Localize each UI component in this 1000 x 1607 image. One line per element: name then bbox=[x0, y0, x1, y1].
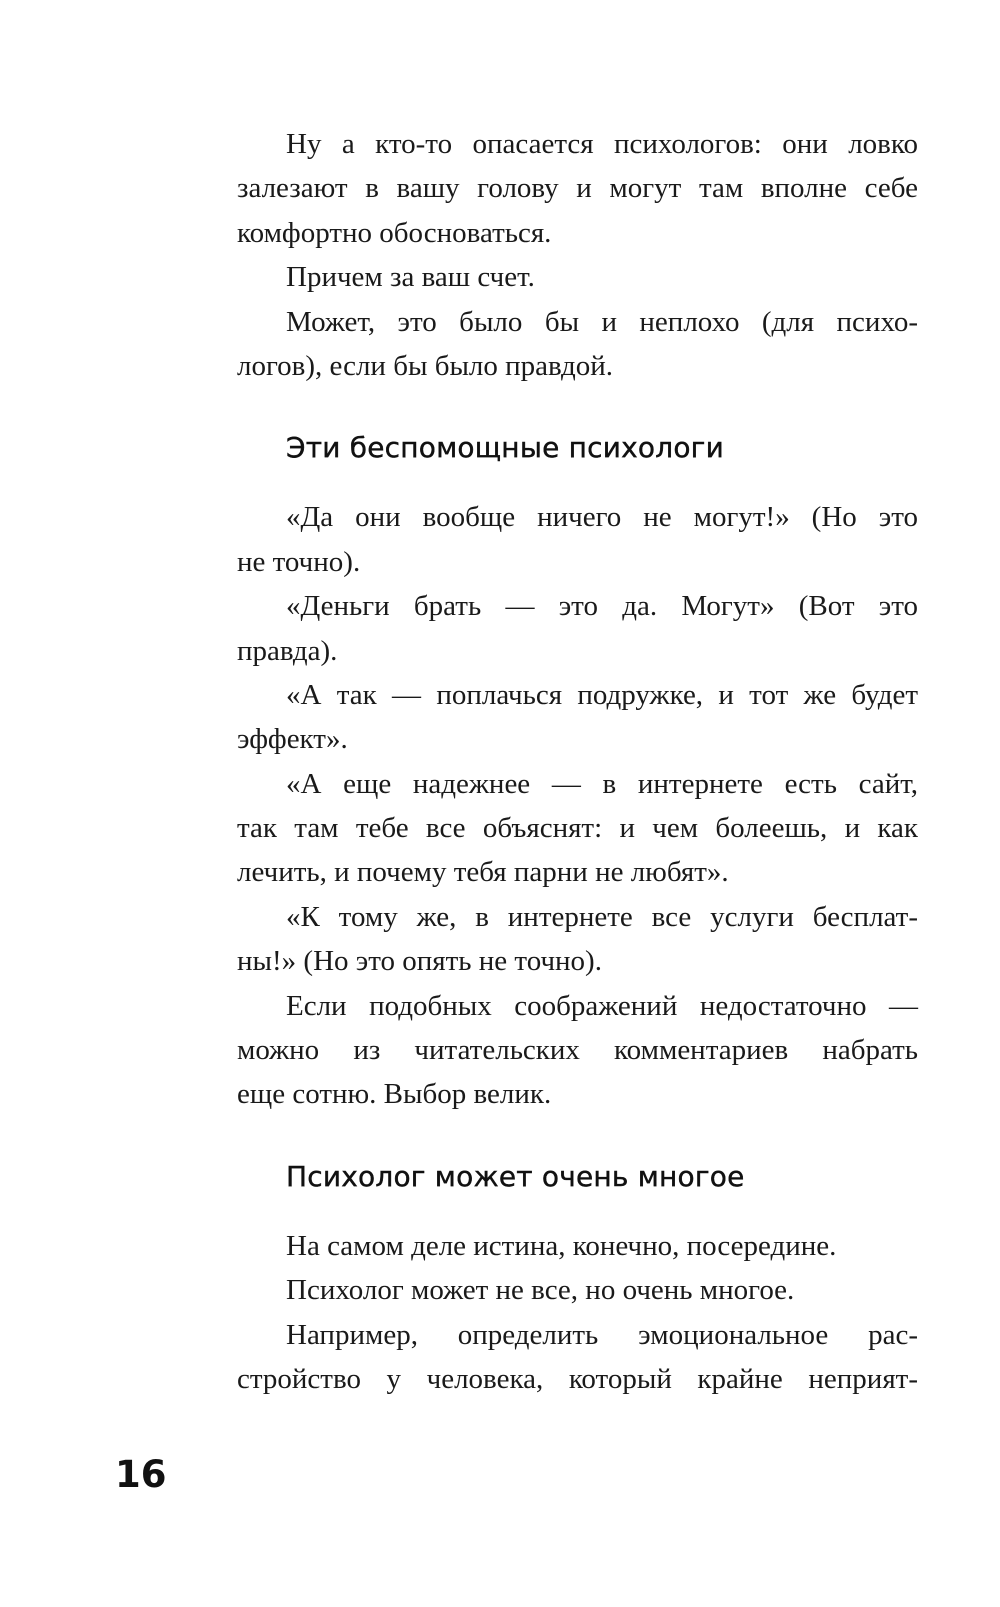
text-line: правда). bbox=[237, 634, 338, 667]
page-number: 16 bbox=[115, 1453, 167, 1496]
text-line: комфортно обосноваться. bbox=[237, 216, 552, 249]
text-line: «Деньги брать — это да. Могут» (Вот это bbox=[286, 590, 918, 623]
text-line: логов), если бы было правдой. bbox=[237, 349, 614, 382]
text-line: Например, определить эмоциональное рас- bbox=[286, 1318, 918, 1351]
text-line: «А еще надежнее — в интернете есть сайт, bbox=[286, 767, 918, 800]
text-line: залезают в вашу голову и могут там вполне себе bbox=[237, 172, 918, 205]
text-line: Если подобных соображений недостаточно — bbox=[286, 989, 918, 1022]
text-line: На самом деле истина, конечно, посередине. bbox=[286, 1229, 837, 1262]
text-line: не точно). bbox=[237, 545, 361, 578]
text-line: стройство у человека, который крайне неприят- bbox=[237, 1362, 918, 1395]
text-line: можно из читательских комментариев набрать bbox=[237, 1034, 918, 1067]
text-line: «Да они вообще ничего не могут!» (Но это bbox=[286, 501, 918, 534]
text-line: так там тебе все объяснят: и чем болеешь, и как bbox=[237, 812, 918, 845]
text-line: «А так — поплачься подружке, и тот же будет bbox=[286, 678, 918, 711]
section-helpless-body bbox=[237, 495, 918, 1116]
text-line: ны!» (Но это опять не точно). bbox=[237, 945, 602, 978]
text-line: Ну а кто-то опасается психологов: они ловко bbox=[286, 128, 918, 160]
text-line: «К тому же, в интернете все услуги бесплат- bbox=[286, 900, 918, 933]
text-line: Причем за ваш счет. bbox=[286, 261, 535, 294]
intro-paragraphs bbox=[237, 122, 918, 388]
section-heading-helpless: Эти беспомощные психологи bbox=[286, 431, 724, 465]
text-line: эффект». bbox=[237, 723, 348, 756]
text-line: Может, это было бы и неплохо (для психо- bbox=[286, 305, 918, 338]
page-body bbox=[237, 122, 918, 1401]
text-line: Психолог может не все, но очень многое. bbox=[286, 1274, 795, 1307]
section-heading-can-do-much: Психолог может очень многое bbox=[286, 1159, 745, 1193]
text-line: еще сотню. Выбор велик. bbox=[237, 1078, 552, 1111]
section-can-do-much-body bbox=[237, 1224, 918, 1402]
text-line: лечить, и почему тебя парни не любят». bbox=[237, 856, 729, 889]
